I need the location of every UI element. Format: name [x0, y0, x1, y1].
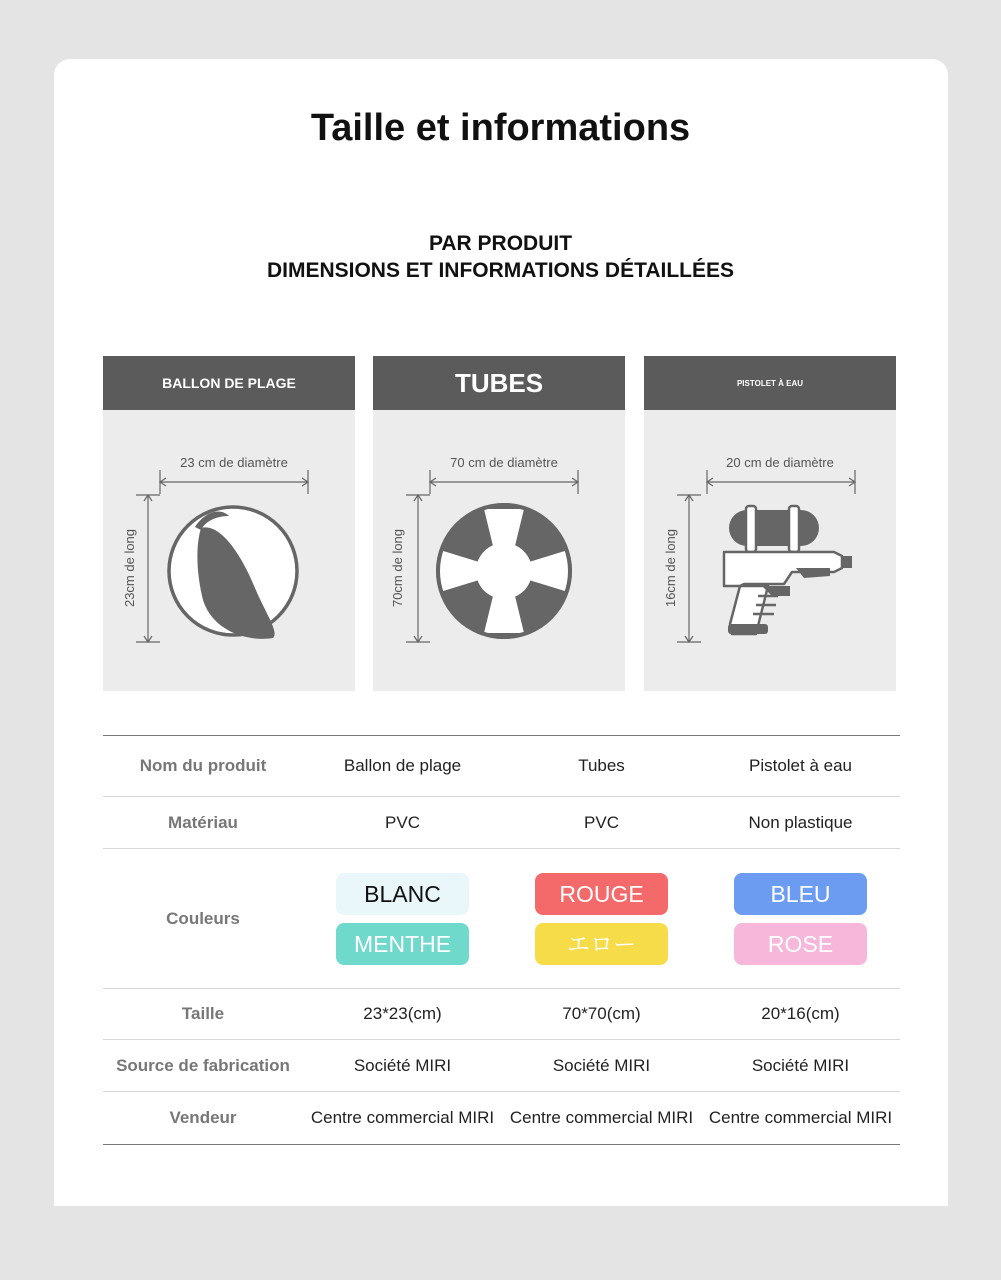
width-dimension	[707, 470, 855, 494]
panel-body	[103, 410, 355, 691]
table-row	[103, 1040, 900, 1092]
table-cell: Société MIRI	[303, 1040, 502, 1092]
water-gun-icon	[724, 506, 852, 634]
row-label: Taille	[103, 989, 303, 1040]
color-badge: MENTHE	[336, 923, 469, 965]
height-dimension	[406, 495, 430, 642]
table-cell: Société MIRI	[502, 1040, 701, 1092]
width-label: 23 cm de diamètre	[180, 455, 288, 470]
table-row	[103, 849, 900, 989]
row-label: Nom du produit	[103, 736, 303, 797]
width-label: 70 cm de diamètre	[450, 455, 558, 470]
height-label: 70cm de long	[390, 528, 405, 608]
table-cell: Tubes	[502, 736, 701, 797]
table-cell: Ballon de plage	[303, 736, 502, 797]
page-title: Taille et informations	[310, 107, 691, 149]
table-cell: 70*70(cm)	[502, 989, 701, 1040]
height-dimension	[136, 495, 160, 642]
color-badge: ROSE	[734, 923, 867, 965]
row-label: Vendeur	[103, 1092, 303, 1145]
width-label: 20 cm de diamètre	[726, 455, 834, 470]
table-cell: 23*23(cm)	[303, 989, 502, 1040]
subtitle-line-2: DIMENSIONS ET INFORMATIONS DÉTAILLÉES	[266, 259, 735, 282]
height-label: 23cm de long	[122, 528, 137, 608]
table-cell: 20*16(cm)	[701, 989, 900, 1040]
row-label: Couleurs	[103, 849, 303, 989]
width-dimension	[430, 470, 578, 494]
table-cell: Société MIRI	[701, 1040, 900, 1092]
beach-ball-icon	[169, 507, 297, 639]
panel-swim-ring	[373, 356, 625, 691]
table-row	[103, 1092, 900, 1145]
width-dimension	[160, 470, 308, 494]
panel-header: TUBES	[373, 356, 625, 410]
table-cell: Centre commercial MIRI	[701, 1092, 900, 1145]
table-cell: PVC	[502, 797, 701, 849]
panel-beach-ball	[103, 356, 355, 691]
panel-header: BALLON DE PLAGE	[103, 356, 355, 410]
height-dimension	[677, 495, 701, 642]
panel-body	[644, 410, 896, 691]
swim-ring-icon	[436, 503, 572, 639]
table-cell: PVC	[303, 797, 502, 849]
table-cell: Non plastique	[701, 797, 900, 849]
height-label: 16cm de long	[663, 528, 678, 608]
row-label: Source de fabrication	[103, 1040, 303, 1092]
table-cell: Pistolet à eau	[701, 736, 900, 797]
spec-table	[103, 735, 900, 1145]
table-row	[103, 736, 900, 797]
panel-body	[373, 410, 625, 691]
color-badge: エロー	[535, 923, 668, 965]
table-row	[103, 797, 900, 849]
table-row	[103, 989, 900, 1040]
subtitle-line-1: PAR PRODUIT	[428, 232, 573, 255]
color-badge: ROUGE	[535, 873, 668, 915]
color-cell	[502, 849, 701, 989]
color-cell	[701, 849, 900, 989]
table-cell: Centre commercial MIRI	[303, 1092, 502, 1145]
color-badge: BLEU	[734, 873, 867, 915]
table-cell: Centre commercial MIRI	[502, 1092, 701, 1145]
panel-header: PISTOLET À EAU	[644, 356, 896, 410]
row-label: Matériau	[103, 797, 303, 849]
color-badge: BLANC	[336, 873, 469, 915]
panel-water-gun	[644, 356, 896, 691]
color-cell	[303, 849, 502, 989]
